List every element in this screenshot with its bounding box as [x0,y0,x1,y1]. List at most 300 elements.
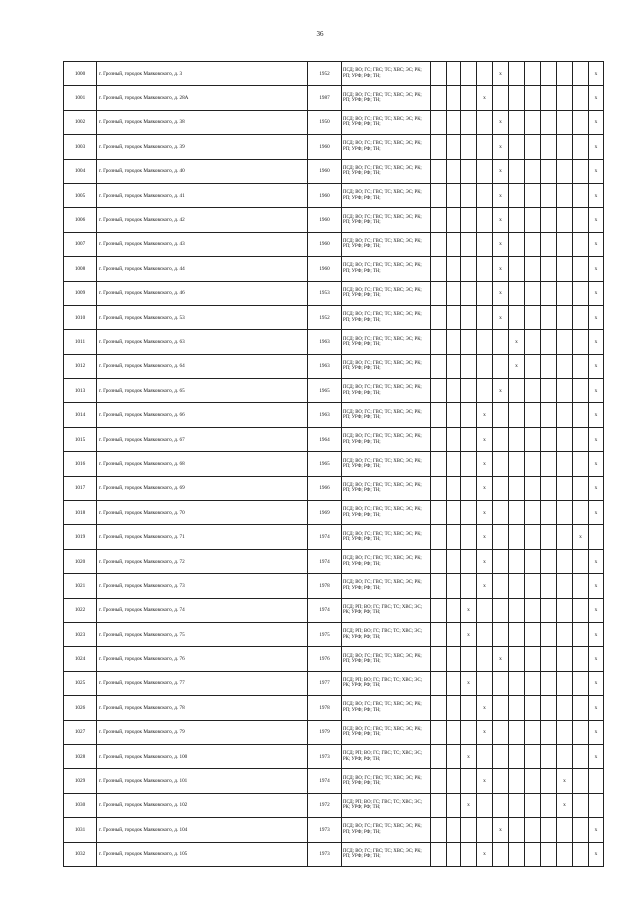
mark-cell: х [589,574,604,598]
address-cell: г. Грозный, городок Маяковского, д. 3 [97,62,308,86]
systems-cell: ПСД; ВО; ГС; ГВС; ТС; ХВС; ЭС; РК; РП; УРФ; РФ; ТН; [342,403,431,427]
mark-cell [573,281,589,305]
systems-cell: ПСД; РП; ВО; ГС; ГВС; ТС; ХВС; ЭС; РК; УРФ; РФ; ТН; [342,622,431,646]
mark-cell [525,622,541,646]
mark-cell [493,330,509,354]
mark-cell [557,598,573,622]
mark-cell [477,62,493,86]
mark-cell [509,818,525,842]
mark-cell [461,476,477,500]
mark-cell [525,696,541,720]
mark-cell [493,525,509,549]
mark-cell [509,842,525,866]
mark-cell [431,769,447,793]
mark-cell [447,622,461,646]
row-number: 1016 [64,452,97,476]
table-row [64,427,604,451]
mark-cell [509,159,525,183]
mark-cell [525,354,541,378]
year-cell: 1975 [308,622,342,646]
row-number: 1015 [64,427,97,451]
mark-cell [477,110,493,134]
mark-cell: х [589,330,604,354]
mark-cell: х [477,842,493,866]
table-row [64,720,604,744]
systems-cell: ПСД; ВО; ГС; ГВС; ТС; ХВС; ЭС; РК; РП; УРФ; РФ; ТН; [342,379,431,403]
mark-cell: х [589,818,604,842]
mark-cell [573,183,589,207]
mark-cell [541,354,557,378]
mark-cell [431,232,447,256]
mark-cell [573,379,589,403]
row-number: 1010 [64,305,97,329]
mark-cell [573,744,589,768]
mark-cell [573,403,589,427]
systems-cell: ПСД; ВО; ГС; ГВС; ТС; ХВС; ЭС; РК; РП; УРФ; РФ; ТН; [342,769,431,793]
mark-cell [525,281,541,305]
mark-cell [541,159,557,183]
mark-cell [557,232,573,256]
mark-cell: х [477,427,493,451]
mark-cell [557,208,573,232]
mark-cell [509,135,525,159]
address-cell: г. Грозный, городок Маяковского, д. 78 [97,696,308,720]
mark-cell: х [509,330,525,354]
table-row [64,574,604,598]
mark-cell: х [493,183,509,207]
mark-cell [525,598,541,622]
mark-cell: х [477,86,493,110]
mark-cell: х [589,671,604,695]
mark-cell [557,427,573,451]
systems-cell: ПСД; ВО; ГС; ГВС; ТС; ХВС; ЭС; РК; РП; УРФ; РФ; ТН; [342,257,431,281]
table-row [64,281,604,305]
mark-cell [447,62,461,86]
year-cell: 1960 [308,183,342,207]
mark-cell: х [461,793,477,817]
mark-cell [431,647,447,671]
systems-cell: ПСД; РП; ВО; ГС; ГВС; ТС; ХВС; ЭС; РК; УРФ; РФ; ТН; [342,793,431,817]
year-cell: 1950 [308,110,342,134]
systems-cell: ПСД; ВО; ГС; ГВС; ТС; ХВС; ЭС; РК; РП; УРФ; РФ; ТН; [342,330,431,354]
mark-cell [447,452,461,476]
systems-cell: ПСД; ВО; ГС; ГВС; ТС; ХВС; ЭС; РК; РП; УРФ; РФ; ТН; [342,427,431,451]
mark-cell: х [589,379,604,403]
mark-cell: х [493,208,509,232]
mark-cell [557,818,573,842]
mark-cell: х [589,403,604,427]
table-row [64,622,604,646]
mark-cell [461,696,477,720]
mark-cell: х [589,183,604,207]
mark-cell [525,769,541,793]
table-row [64,159,604,183]
table-row [64,549,604,573]
mark-cell [509,793,525,817]
year-cell: 1977 [308,671,342,695]
mark-cell [461,720,477,744]
mark-cell [525,305,541,329]
mark-cell [461,62,477,86]
mark-cell [447,257,461,281]
mark-cell: х [493,62,509,86]
table-row [64,330,604,354]
mark-cell: х [589,549,604,573]
mark-cell [541,549,557,573]
mark-cell [493,671,509,695]
systems-cell: ПСД; ВО; ГС; ГВС; ТС; ХВС; ЭС; РК; РП; УРФ; РФ; ТН; [342,842,431,866]
systems-cell: ПСД; ВО; ГС; ГВС; ТС; ХВС; ЭС; РК; РП; УРФ; РФ; ТН; [342,647,431,671]
table-row [64,598,604,622]
mark-cell [431,549,447,573]
mark-cell [557,525,573,549]
year-cell: 1960 [308,257,342,281]
mark-cell [431,135,447,159]
mark-cell [557,452,573,476]
mark-cell [447,159,461,183]
mark-cell [509,208,525,232]
mark-cell [493,354,509,378]
mark-cell [541,281,557,305]
mark-cell [589,769,604,793]
mark-cell [509,281,525,305]
mark-cell [447,574,461,598]
mark-cell [493,476,509,500]
row-number: 1001 [64,86,97,110]
mark-cell [557,354,573,378]
mark-cell [541,476,557,500]
address-cell: г. Грозный, городок Маяковского, д. 64 [97,354,308,378]
mark-cell [431,452,447,476]
mark-cell [541,671,557,695]
table-row [64,793,604,817]
row-number: 1006 [64,208,97,232]
mark-cell [493,598,509,622]
mark-cell [525,208,541,232]
mark-cell [431,476,447,500]
mark-cell [461,232,477,256]
mark-cell [431,744,447,768]
systems-cell: ПСД; ВО; ГС; ГВС; ТС; ХВС; ЭС; РК; РП; УРФ; РФ; ТН; [342,354,431,378]
mark-cell: х [589,427,604,451]
year-cell: 1974 [308,598,342,622]
mark-cell [461,647,477,671]
mark-cell [431,110,447,134]
mark-cell: х [589,110,604,134]
mark-cell [461,183,477,207]
mark-cell [461,208,477,232]
mark-cell [493,744,509,768]
mark-cell [573,476,589,500]
mark-cell [493,574,509,598]
mark-cell [509,86,525,110]
mark-cell: х [493,232,509,256]
systems-cell: ПСД; ВО; ГС; ГВС; ТС; ХВС; ЭС; РК; РП; УРФ; РФ; ТН; [342,549,431,573]
address-cell: г. Грозный, городок Маяковского, д. 100 [97,744,308,768]
mark-cell: х [461,622,477,646]
mark-cell [477,622,493,646]
mark-cell [557,135,573,159]
table-row [64,769,604,793]
mark-cell [431,574,447,598]
systems-cell: ПСД; ВО; ГС; ГВС; ТС; ХВС; ЭС; РК; РП; УРФ; РФ; ТН; [342,281,431,305]
systems-cell: ПСД; ВО; ГС; ГВС; ТС; ХВС; ЭС; РК; РП; УРФ; РФ; ТН; [342,232,431,256]
mark-cell [477,208,493,232]
systems-cell: ПСД; ВО; ГС; ГВС; ТС; ХВС; ЭС; РК; РП; УРФ; РФ; ТН; [342,86,431,110]
mark-cell [525,525,541,549]
mark-cell [509,62,525,86]
address-cell: г. Грозный, городок Маяковского, д. 74 [97,598,308,622]
mark-cell [525,427,541,451]
row-number: 1014 [64,403,97,427]
row-number: 1028 [64,744,97,768]
row-number: 1008 [64,257,97,281]
year-cell: 1973 [308,744,342,768]
mark-cell [447,842,461,866]
systems-cell: ПСД; ВО; ГС; ГВС; ТС; ХВС; ЭС; РК; РП; УРФ; РФ; ТН; [342,525,431,549]
mark-cell [461,525,477,549]
mark-cell [431,379,447,403]
mark-cell: х [493,257,509,281]
mark-cell [431,525,447,549]
year-cell: 1960 [308,135,342,159]
row-number: 1027 [64,720,97,744]
mark-cell [447,549,461,573]
mark-cell [573,818,589,842]
row-number: 1023 [64,622,97,646]
mark-cell [477,379,493,403]
row-number: 1032 [64,842,97,866]
mark-cell [477,354,493,378]
year-cell: 1978 [308,696,342,720]
table-row [64,208,604,232]
table-row [64,525,604,549]
mark-cell: х [589,696,604,720]
address-cell: г. Грозный, городок Маяковского, д. 44 [97,257,308,281]
mark-cell [447,744,461,768]
row-number: 1002 [64,110,97,134]
mark-cell [509,549,525,573]
mark-cell [573,62,589,86]
mark-cell [525,842,541,866]
mark-cell [447,818,461,842]
mark-cell [573,842,589,866]
table-row [64,671,604,695]
row-number: 1019 [64,525,97,549]
mark-cell [431,501,447,525]
address-cell: г. Грозный, городок Маяковского, д. 38 [97,110,308,134]
mark-cell: х [589,208,604,232]
row-number: 1031 [64,818,97,842]
address-cell: г. Грозный, городок Маяковского, д. 43 [97,232,308,256]
mark-cell [541,330,557,354]
systems-cell: ПСД; РП; ВО; ГС; ГВС; ТС; ХВС; ЭС; РК; УРФ; РФ; ТН; [342,598,431,622]
mark-cell [573,671,589,695]
mark-cell [447,305,461,329]
year-cell: 1979 [308,720,342,744]
table-row [64,62,604,86]
mark-cell [431,257,447,281]
systems-cell: ПСД; ВО; ГС; ГВС; ТС; ХВС; ЭС; РК; РП; УРФ; РФ; ТН; [342,208,431,232]
address-cell: г. Грозный, городок Маяковского, д. 41 [97,183,308,207]
table-row [64,86,604,110]
mark-cell [461,842,477,866]
mark-cell [541,769,557,793]
year-cell: 1965 [308,452,342,476]
mark-cell: х [493,647,509,671]
mark-cell [461,135,477,159]
mark-cell [431,305,447,329]
mark-cell: х [573,525,589,549]
mark-cell [493,842,509,866]
table-row [64,452,604,476]
mark-cell [509,427,525,451]
year-cell: 1966 [308,476,342,500]
mark-cell: х [589,62,604,86]
mark-cell: х [557,769,573,793]
mark-cell [431,159,447,183]
mark-cell: х [461,744,477,768]
mark-cell [477,330,493,354]
row-number: 1025 [64,671,97,695]
mark-cell: х [589,257,604,281]
mark-cell [447,208,461,232]
table-row [64,305,604,329]
year-cell: 1987 [308,86,342,110]
mark-cell [573,86,589,110]
mark-cell [557,720,573,744]
mark-cell [447,183,461,207]
mark-cell: х [477,574,493,598]
year-cell: 1973 [308,842,342,866]
mark-cell [477,281,493,305]
mark-cell [477,647,493,671]
mark-cell [493,86,509,110]
year-cell: 1974 [308,769,342,793]
table-row [64,696,604,720]
address-cell: г. Грозный, городок Маяковского, д. 76 [97,647,308,671]
mark-cell [541,208,557,232]
row-number: 1020 [64,549,97,573]
mark-cell [525,183,541,207]
year-cell: 1976 [308,647,342,671]
systems-cell: ПСД; ВО; ГС; ГВС; ТС; ХВС; ЭС; РК; РП; УРФ; РФ; ТН; [342,696,431,720]
mark-cell [447,476,461,500]
address-cell: г. Грозный, городок Маяковского, д. 102 [97,793,308,817]
mark-cell [573,793,589,817]
mark-cell [573,257,589,281]
year-cell: 1952 [308,62,342,86]
mark-cell [509,501,525,525]
mark-cell [557,379,573,403]
mark-cell [431,427,447,451]
address-cell: г. Грозный, городок Маяковского, д. 28А [97,86,308,110]
year-cell: 1953 [308,281,342,305]
mark-cell [461,159,477,183]
year-cell: 1974 [308,525,342,549]
mark-cell: х [589,622,604,646]
mark-cell [461,452,477,476]
address-cell: г. Грозный, городок Маяковского, д. 79 [97,720,308,744]
table-row [64,110,604,134]
mark-cell [431,330,447,354]
mark-cell [493,769,509,793]
mark-cell [431,842,447,866]
mark-cell: х [589,744,604,768]
mark-cell [557,183,573,207]
mark-cell [525,793,541,817]
table-row [64,647,604,671]
mark-cell: х [589,135,604,159]
systems-cell: ПСД; ВО; ГС; ГВС; ТС; ХВС; ЭС; РК; РП; УРФ; РФ; ТН; [342,818,431,842]
mark-cell [493,403,509,427]
mark-cell: х [589,159,604,183]
mark-cell [541,305,557,329]
row-number: 1005 [64,183,97,207]
mark-cell: х [493,135,509,159]
mark-cell: х [493,159,509,183]
row-number: 1004 [64,159,97,183]
mark-cell [541,525,557,549]
address-cell: г. Грозный, городок Маяковского, д. 72 [97,549,308,573]
mark-cell [461,403,477,427]
row-number: 1017 [64,476,97,500]
mark-cell [461,354,477,378]
mark-cell: х [589,476,604,500]
mark-cell [525,476,541,500]
mark-cell: х [493,281,509,305]
mark-cell [477,183,493,207]
mark-cell [461,501,477,525]
mark-cell [557,62,573,86]
mark-cell [431,281,447,305]
mark-cell [509,720,525,744]
address-cell: г. Грозный, городок Маяковского, д. 68 [97,452,308,476]
mark-cell [525,403,541,427]
row-number: 1024 [64,647,97,671]
mark-cell [509,257,525,281]
mark-cell [573,135,589,159]
address-cell: г. Грозный, городок Маяковского, д. 75 [97,622,308,646]
mark-cell: х [493,379,509,403]
mark-cell [525,549,541,573]
mark-cell [557,281,573,305]
row-number: 1021 [64,574,97,598]
mark-cell [509,622,525,646]
mark-cell [541,86,557,110]
mark-cell [461,110,477,134]
mark-cell [493,720,509,744]
address-cell: г. Грозный, городок Маяковского, д. 71 [97,525,308,549]
systems-cell: ПСД; ВО; ГС; ГВС; ТС; ХВС; ЭС; РК; РП; УРФ; РФ; ТН; [342,135,431,159]
mark-cell: х [589,452,604,476]
mark-cell [447,281,461,305]
mark-cell [573,305,589,329]
mark-cell [447,330,461,354]
mark-cell [541,257,557,281]
mark-cell [557,501,573,525]
mark-cell [573,110,589,134]
mark-cell [525,330,541,354]
row-number: 1012 [64,354,97,378]
year-cell: 1963 [308,354,342,378]
mark-cell: х [589,232,604,256]
year-cell: 1960 [308,232,342,256]
mark-cell [557,549,573,573]
mark-cell [509,647,525,671]
page-number: 36 [316,30,324,38]
mark-cell: х [477,403,493,427]
